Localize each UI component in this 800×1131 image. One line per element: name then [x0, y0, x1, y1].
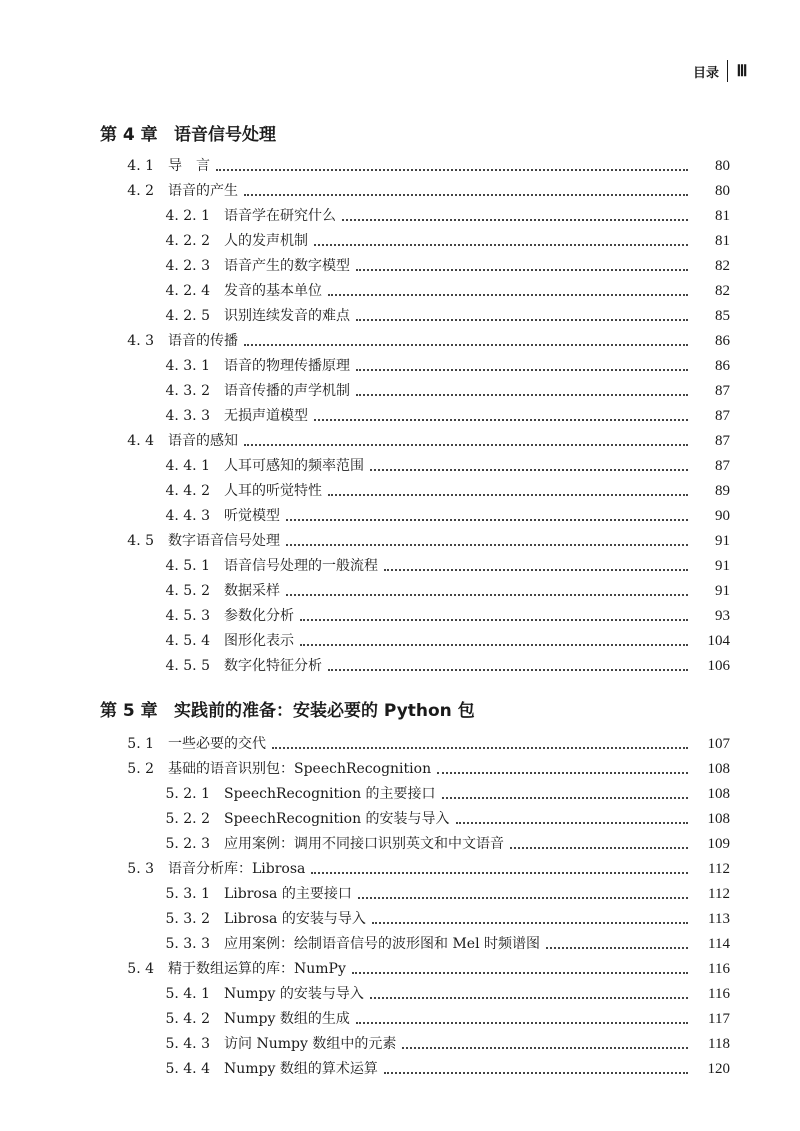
entry-page-number: 87: [715, 383, 730, 399]
entry-title: 精于数组运算的库：NumPy: [168, 961, 346, 977]
dot-leader: [437, 772, 688, 774]
entry-page-number: 116: [708, 986, 730, 1002]
dot-leader: [402, 1047, 688, 1049]
entry-page-number: 104: [707, 633, 730, 649]
entry-page-number: 85: [715, 308, 730, 324]
entry-page-number: 109: [707, 836, 730, 852]
entry-number: 5. 2: [127, 761, 154, 777]
chapter-title: [100, 696, 475, 721]
entry-title: 语音的传播: [168, 333, 238, 349]
dot-leader: [314, 244, 688, 246]
toc-subsection-entry[interactable]: [0, 1053, 800, 1078]
entry-number: 5. 4. 1: [165, 986, 210, 1002]
entry-number: 4. 1: [127, 158, 154, 174]
entry-number: 5. 4: [127, 961, 154, 977]
header-page-numeral: Ⅲ: [736, 63, 748, 80]
entry-page-number: 118: [708, 1036, 730, 1052]
entry-page-number: 91: [715, 583, 730, 599]
entry-title: Numpy 数组的生成: [224, 1011, 350, 1027]
dot-leader: [442, 797, 688, 799]
entry-number: 4. 2: [127, 183, 154, 199]
entry-page-number: 91: [715, 533, 730, 549]
entry-title: 数字语音信号处理: [168, 533, 280, 549]
dot-leader: [311, 872, 688, 874]
toc-subsection-entry[interactable]: [0, 375, 800, 400]
dot-leader: [356, 269, 688, 271]
entry-title: 发音的基本单位: [224, 283, 322, 299]
entry-number: 5. 4. 4: [165, 1061, 210, 1077]
dot-leader: [286, 594, 688, 596]
entry-title: 识别连续发音的难点: [224, 308, 350, 324]
entry-number: 5. 3. 2: [165, 911, 210, 927]
entry-title: 语音的感知: [168, 433, 238, 449]
dot-leader: [384, 569, 688, 571]
entry-number: 4. 3. 3: [165, 408, 210, 424]
entry-page-number: 89: [715, 483, 730, 499]
entry-number: 4. 4. 2: [165, 483, 210, 499]
entry-page-number: 87: [715, 408, 730, 424]
dot-leader: [342, 219, 688, 221]
entry-page-number: 90: [715, 508, 730, 524]
chapter-title: [100, 120, 276, 145]
dot-leader: [272, 747, 688, 749]
entry-number: 4. 4. 3: [165, 508, 210, 524]
entry-number: 4. 2. 3: [165, 258, 210, 274]
toc-subsection-entry[interactable]: [0, 475, 800, 500]
toc-subsection-entry[interactable]: [0, 828, 800, 853]
dot-leader: [314, 419, 688, 421]
toc-subsection-entry[interactable]: [0, 200, 800, 225]
entry-number: 4. 5. 1: [165, 558, 210, 574]
entry-page-number: 93: [715, 608, 730, 624]
entry-page-number: 82: [715, 258, 730, 274]
toc-subsection-entry[interactable]: [0, 350, 800, 375]
entry-page-number: 116: [708, 961, 730, 977]
entry-number: 4. 5. 4: [165, 633, 210, 649]
entry-number: 4. 2. 1: [165, 208, 210, 224]
toc-section-entry[interactable]: [0, 150, 800, 175]
dot-leader: [356, 369, 688, 371]
entry-title: 语音分析库：Librosa: [168, 861, 306, 877]
entry-title: 语音的产生: [168, 183, 238, 199]
entry-number: 4. 3: [127, 333, 154, 349]
toc-section-entry[interactable]: [0, 325, 800, 350]
entry-number: 5. 3. 3: [165, 936, 210, 952]
toc-subsection-entry[interactable]: [0, 650, 800, 675]
entry-number: 4. 3. 2: [165, 383, 210, 399]
entry-page-number: 107: [707, 736, 730, 752]
entry-title: 应用案例：绘制语音信号的波形图和 Mel 时频谱图: [224, 936, 540, 952]
dot-leader: [286, 519, 688, 521]
entry-title: 听觉模型: [224, 508, 280, 524]
entry-number: 4. 4: [127, 433, 154, 449]
entry-page-number: 108: [707, 811, 730, 827]
entry-page-number: 86: [715, 333, 730, 349]
toc-subsection-entry[interactable]: [0, 275, 800, 300]
toc-subsection-entry[interactable]: [0, 225, 800, 250]
entry-title: Numpy 的安装与导入: [224, 986, 364, 1002]
entry-title: 无损声道模型: [224, 408, 308, 424]
entry-page-number: 87: [715, 458, 730, 474]
entry-title: 访问 Numpy 数组中的元素: [224, 1036, 397, 1052]
entry-title: 语音信号处理的一般流程: [224, 558, 378, 574]
toc-subsection-entry[interactable]: [0, 803, 800, 828]
entry-title: Librosa 的安装与导入: [224, 911, 366, 927]
dot-leader: [328, 294, 688, 296]
dot-leader: [300, 644, 688, 646]
toc-subsection-entry[interactable]: [0, 878, 800, 903]
entry-title: 应用案例：调用不同接口识别英文和中文语音: [224, 836, 504, 852]
entry-number: 4. 5. 2: [165, 583, 210, 599]
toc-subsection-entry[interactable]: [0, 1028, 800, 1053]
entry-title: 一些必要的交代: [168, 736, 266, 752]
entry-title: 语音传播的声学机制: [224, 383, 350, 399]
entry-number: 4. 3. 1: [165, 358, 210, 374]
entry-title: 参数化分析: [224, 608, 294, 624]
entry-title: 导 言: [168, 158, 210, 174]
entry-page-number: 91: [715, 558, 730, 574]
entry-title: 人耳的听觉特性: [224, 483, 322, 499]
toc-section-entry[interactable]: [0, 175, 800, 200]
toc-section-entry[interactable]: [0, 525, 800, 550]
entry-page-number: 80: [715, 158, 730, 174]
toc-subsection-entry[interactable]: [0, 600, 800, 625]
entry-number: 5. 2. 1: [165, 786, 210, 802]
entry-page-number: 80: [715, 183, 730, 199]
dot-leader: [384, 1072, 688, 1074]
toc-subsection-entry[interactable]: [0, 400, 800, 425]
entry-title: 人的发声机制: [224, 233, 308, 249]
running-header: [693, 60, 748, 82]
entry-number: 5. 1: [127, 736, 154, 752]
toc-subsection-entry[interactable]: [0, 903, 800, 928]
entry-page-number: 108: [707, 786, 730, 802]
entry-number: 4. 2. 2: [165, 233, 210, 249]
dot-leader: [546, 947, 688, 949]
dot-leader: [456, 822, 688, 824]
dot-leader: [244, 444, 688, 446]
entry-number: 4. 5. 5: [165, 658, 210, 674]
entry-page-number: 82: [715, 283, 730, 299]
toc-subsection-entry[interactable]: [0, 450, 800, 475]
toc-subsection-entry[interactable]: [0, 550, 800, 575]
dot-leader: [356, 319, 688, 321]
dot-leader: [370, 997, 688, 999]
dot-leader: [358, 897, 688, 899]
entry-number: 4. 4. 1: [165, 458, 210, 474]
entry-title: 数据采样: [224, 583, 280, 599]
toc-subsection-entry[interactable]: [0, 978, 800, 1003]
chapter-number: 第 5 章: [100, 701, 158, 721]
entry-title: 人耳可感知的频率范围: [224, 458, 364, 474]
toc-section-entry[interactable]: [0, 753, 800, 778]
entry-title: 数字化特征分析: [224, 658, 322, 674]
toc-subsection-entry[interactable]: [0, 928, 800, 953]
entry-page-number: 81: [715, 233, 730, 249]
entry-page-number: 108: [707, 761, 730, 777]
entry-page-number: 112: [708, 886, 730, 902]
entry-page-number: 113: [708, 911, 730, 927]
toc-section-entry[interactable]: [0, 853, 800, 878]
entry-number: 4. 5. 3: [165, 608, 210, 624]
dot-leader: [510, 847, 688, 849]
entry-number: 4. 5: [127, 533, 154, 549]
entry-page-number: 106: [707, 658, 730, 674]
toc-subsection-entry[interactable]: [0, 778, 800, 803]
entry-number: 4. 2. 4: [165, 283, 210, 299]
entry-title: Librosa 的主要接口: [224, 886, 352, 902]
entry-number: 5. 3. 1: [165, 886, 210, 902]
entry-page-number: 120: [707, 1061, 730, 1077]
dot-leader: [356, 394, 688, 396]
entry-title: 语音产生的数字模型: [224, 258, 350, 274]
dot-leader: [244, 194, 688, 196]
dot-leader: [370, 469, 688, 471]
entry-title: SpeechRecognition 的安装与导入: [224, 811, 450, 827]
chapter-name: 语音信号处理: [174, 125, 276, 145]
chapter-name: 实践前的准备：安装必要的 Python 包: [174, 701, 475, 721]
dot-leader: [328, 494, 688, 496]
dot-leader: [352, 972, 688, 974]
entry-page-number: 81: [715, 208, 730, 224]
toc-section-entry[interactable]: [0, 728, 800, 753]
entry-title: 语音的物理传播原理: [224, 358, 350, 374]
dot-leader: [328, 669, 688, 671]
header-label: 目录: [692, 65, 719, 81]
entry-page-number: 114: [708, 936, 730, 952]
entry-title: 语音学在研究什么: [224, 208, 336, 224]
dot-leader: [286, 544, 688, 546]
entry-number: 5. 2. 2: [165, 811, 210, 827]
chapter-number: 第 4 章: [100, 125, 158, 145]
dot-leader: [356, 1022, 688, 1024]
toc-subsection-entry[interactable]: [0, 500, 800, 525]
toc-subsection-entry[interactable]: [0, 625, 800, 650]
entry-number: 4. 2. 5: [165, 308, 210, 324]
header-divider: [727, 60, 729, 82]
entry-number: 5. 4. 2: [165, 1011, 210, 1027]
entry-page-number: 86: [715, 358, 730, 374]
dot-leader: [300, 619, 688, 621]
toc-section-entry[interactable]: [0, 425, 800, 450]
entry-number: 5. 2. 3: [165, 836, 210, 852]
entry-page-number: 112: [708, 861, 730, 877]
dot-leader: [244, 344, 688, 346]
entry-title: 图形化表示: [224, 633, 294, 649]
entry-number: 5. 3: [127, 861, 154, 877]
entry-title: Numpy 数组的算术运算: [224, 1061, 378, 1077]
toc-subsection-entry[interactable]: [0, 1003, 800, 1028]
entry-title: 基础的语音识别包：SpeechRecognition: [168, 761, 432, 777]
dot-leader: [372, 922, 688, 924]
toc-subsection-entry[interactable]: [0, 300, 800, 325]
entry-page-number: 117: [708, 1011, 730, 1027]
toc-subsection-entry[interactable]: [0, 250, 800, 275]
entry-title: SpeechRecognition 的主要接口: [224, 786, 436, 802]
toc-section-entry[interactable]: [0, 953, 800, 978]
dot-leader: [216, 169, 688, 171]
toc-subsection-entry[interactable]: [0, 575, 800, 600]
entry-number: 5. 4. 3: [165, 1036, 210, 1052]
entry-page-number: 87: [715, 433, 730, 449]
